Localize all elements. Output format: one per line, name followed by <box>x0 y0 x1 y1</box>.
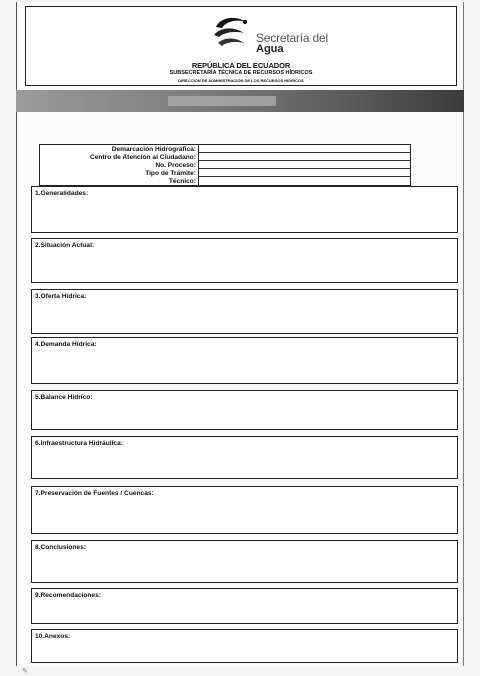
section-label: 9.Recomendaciones: <box>35 592 101 599</box>
section-label: 3.Oferta Hídrica: <box>35 293 87 300</box>
section-situacion-actual[interactable] <box>31 238 458 283</box>
section-label: 6.Infraestructura Hidráulica: <box>35 440 123 447</box>
info-fields-box <box>39 144 411 186</box>
info-field-centro[interactable] <box>199 153 411 161</box>
section-label: 1.Generalidades: <box>35 190 89 197</box>
logo-text-line2: Agua <box>256 43 284 55</box>
section-anexos[interactable] <box>31 629 458 663</box>
info-label-tecnico: Técnico: <box>168 178 196 186</box>
section-label: 4.Demanda Hídrica: <box>35 341 97 348</box>
section-preservacion[interactable] <box>31 486 458 534</box>
logo-text-line1: Secretaría del <box>256 31 328 45</box>
section-balance-hidrico[interactable] <box>31 390 458 430</box>
section-conclusiones[interactable] <box>31 540 458 583</box>
section-label: 5.Balance Hídrico: <box>35 394 93 401</box>
section-label: 10.Anexos: <box>35 633 71 640</box>
section-oferta-hidrica[interactable] <box>31 289 458 334</box>
section-label: 2.Situación Actual: <box>35 242 95 249</box>
info-field-tecnico[interactable] <box>199 177 411 185</box>
section-label: 7.Preservación de Fuentes / Cuencas: <box>35 490 154 497</box>
info-values <box>198 145 411 185</box>
info-label-centro: Centro de Atención al Ciudadano: <box>90 154 196 162</box>
info-field-proceso[interactable] <box>199 161 411 169</box>
header <box>25 6 457 86</box>
info-field-demarcacion[interactable] <box>199 145 411 153</box>
info-label-proceso: No. Proceso: <box>155 162 196 170</box>
section-recomendaciones[interactable] <box>31 588 458 624</box>
section-label: 8.Conclusiones: <box>35 544 86 551</box>
title-band <box>16 90 464 112</box>
info-label-tramite: Tipo de Trámite: <box>145 170 196 178</box>
section-demanda-hidrica[interactable] <box>31 337 458 384</box>
corner-mark-icon: ✎ <box>22 668 28 675</box>
info-label-demarcacion: Demarcación Hidrográfica: <box>111 146 196 153</box>
section-generalidades[interactable] <box>31 186 458 233</box>
water-drop-logo-icon <box>210 13 252 51</box>
form-page <box>16 2 464 666</box>
section-infraestructura[interactable] <box>31 436 458 479</box>
info-field-tramite[interactable] <box>199 169 411 177</box>
header-subtitle: SUBSECRETARÍA TÉCNICA DE RECURSOS HÍDRICOS <box>169 70 313 76</box>
header-title: REPÚBLICA DEL ECUADOR <box>191 61 291 70</box>
header-subsubtitle: DIRECCIÓN DE ADMINISTRACIÓN DE LOS RECURSOS HÍDRICOS <box>178 78 304 83</box>
